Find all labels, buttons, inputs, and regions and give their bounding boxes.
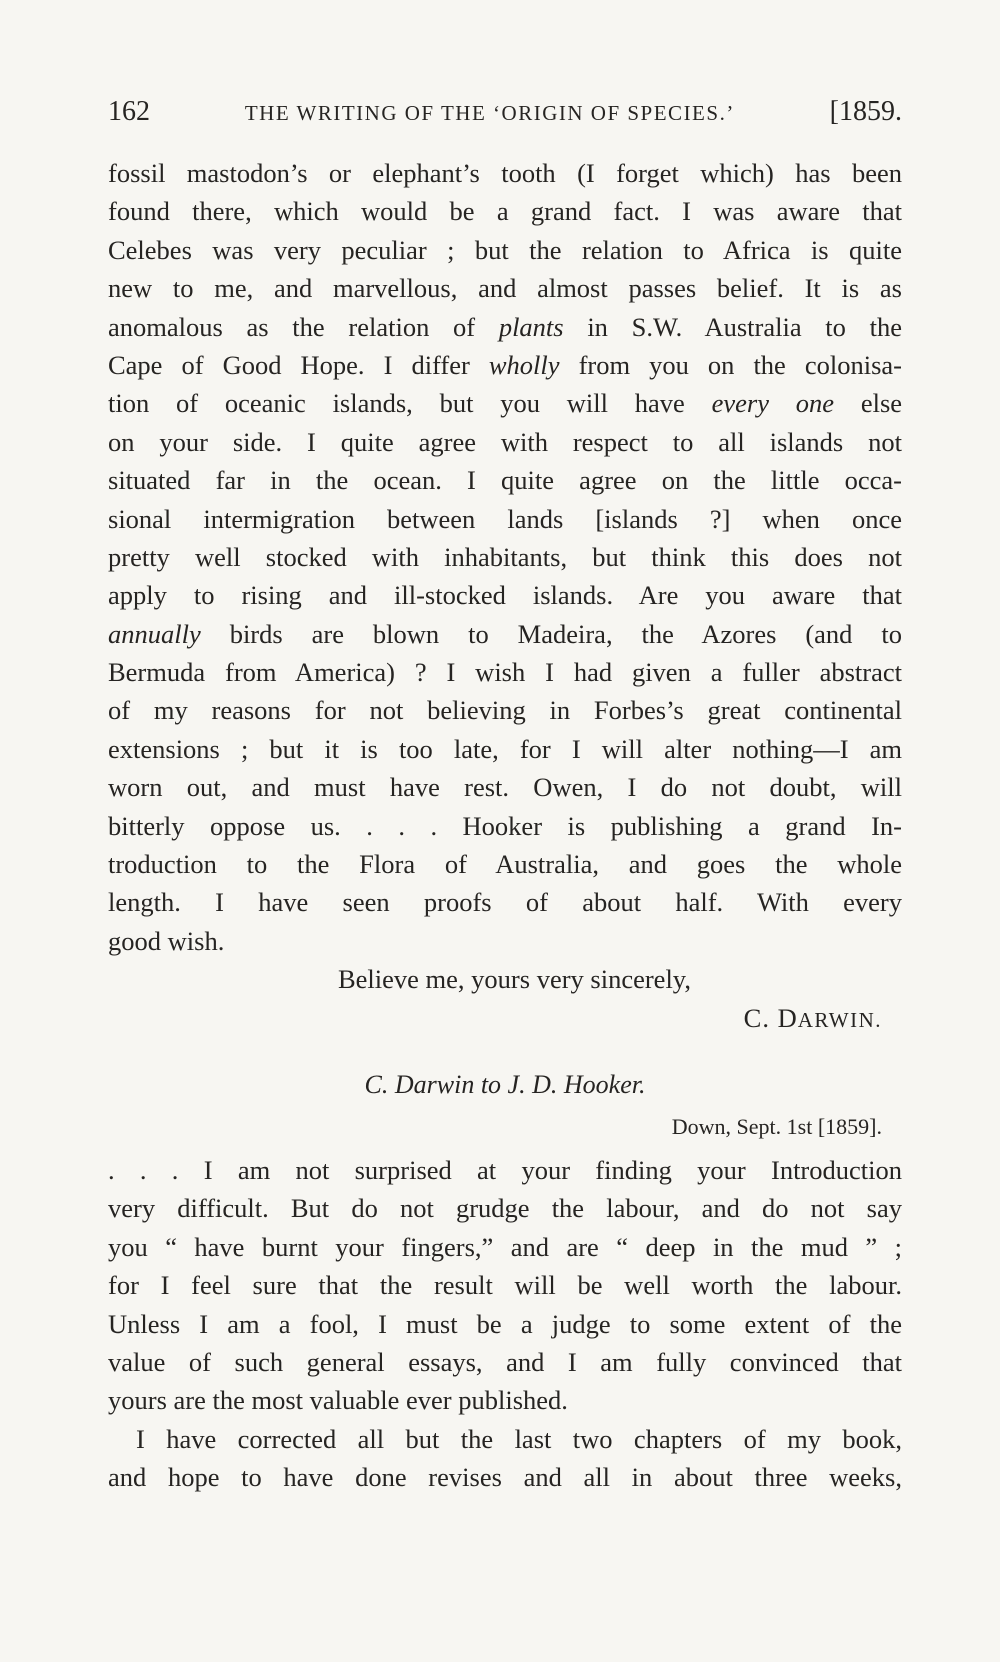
text-segment: from you on the colonisa- [559,349,902,380]
book-page [108,96,902,1497]
text-line: sional intermigration between lands [islands ?] when once [108,503,902,534]
text-line [108,615,902,653]
text-line: bitterly oppose us. . . . Hooker is publishing a grand In- [108,810,902,841]
text-line: extensions ; but it is too late, for I will alter nothing—I am [108,733,902,764]
letter-body-paragraph [108,1420,902,1497]
text-line: on your side. I quite agree with respect to all islands not [108,426,902,457]
text-segment: else [834,388,903,419]
page-number: 162 [108,96,150,127]
letter-body-paragraph [108,1151,902,1420]
text-line: good wish. [108,925,225,956]
letter-closing [108,960,902,1037]
text-segment: tion of oceanic islands, but you will have [108,388,712,419]
running-header [108,96,902,136]
text-line: pretty well stocked with inhabitants, but think this does not [108,541,902,572]
text-line: Bermuda from America) ? I wish I had given a fuller abstract [108,657,902,688]
italic-word: wholly [488,349,560,380]
valediction: Believe me, yours very sincerely, [338,964,691,995]
text-line: you “ have burnt your fingers,” and are “ deep in the mud ” ; [108,1231,902,1262]
text-line: and hope to have done revises and all in about three weeks, [108,1462,902,1493]
text-line: apply to rising and ill-stocked islands. Are you aware that [108,580,902,611]
text-line: situated far in the ocean. I quite agree on the little occa- [108,465,902,496]
italic-word: plants [498,311,564,342]
text-line: Unless I am a fool, I must be a judge to some extent of the [108,1308,902,1339]
signature [108,999,902,1037]
text-line: length. I have seen proofs of about half. With every [108,887,902,918]
year-marker: [1859. [829,96,902,127]
italic-word: every one [711,388,835,419]
text-segment: anomalous as the relation of [108,311,499,342]
text-line [108,308,902,346]
text-segment: Cape of Good Hope. I differ [108,349,489,380]
text-line: very difficult. But do not grudge the labour, and do not say [108,1193,902,1224]
letter-heading: C. Darwin to J. D. Hooker. [364,1069,646,1099]
dateline: Down, Sept. 1st [1859]. [671,1113,882,1139]
text-line: yours are the most valuable ever published. [108,1385,568,1416]
text-line [108,384,902,422]
signature-initial: C. D [743,1002,798,1033]
letter-body-paragraph [108,154,902,960]
text-segment: in S.W. Australia to the [563,311,902,342]
text-segment: birds are blown to Madeira, the Azores (and to [200,618,902,649]
text-line: . . . I am not surprised at your finding your Introduction [108,1154,902,1185]
running-title: THE WRITING OF THE ‘ORIGIN OF SPECIES.’ [244,101,735,125]
text-line: Celebes was very peculiar ; but the relation to Africa is quite [108,234,902,265]
text-line: for I feel sure that the result will be well worth the labour. [108,1270,902,1301]
text-line: fossil mastodon’s or elephant’s tooth (I forget which) has been [108,158,902,188]
text-line: of my reasons for not believing in Forbes’s great continental [108,695,902,726]
text-line: I have corrected all but the last two chapters of my book, [136,1423,902,1454]
italic-word: annually [108,618,201,649]
text-line: new to me, and marvellous, and almost passes belief. It is as [108,273,902,304]
text-line: value of such general essays, and I am fully convinced that [108,1346,902,1377]
signature-smallcaps: ARWIN. [797,1007,882,1032]
text-line: worn out, and must have rest. Owen, I do not doubt, will [108,772,902,803]
text-line: troduction to the Flora of Australia, and goes the whole [108,849,902,880]
text-line: found there, which would be a grand fact. I was aware that [108,196,902,227]
text-line [108,346,902,384]
